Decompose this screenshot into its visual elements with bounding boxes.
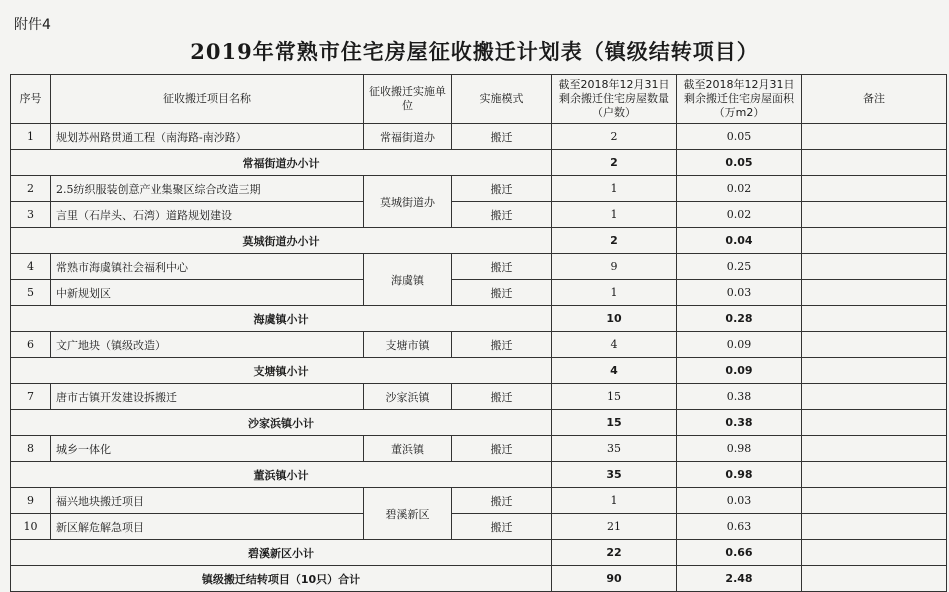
- cell-project-name: 中新规划区: [51, 280, 364, 306]
- cell-unit: 董浜镇: [364, 436, 452, 462]
- cell-households: 2: [552, 228, 677, 254]
- cell-households: 90: [552, 566, 677, 592]
- cell-area: 2.48: [677, 566, 802, 592]
- cell-households: 1: [552, 176, 677, 202]
- cell-area: 0.25: [677, 254, 802, 280]
- cell-project-name: 文广地块（镇级改造）: [51, 332, 364, 358]
- cell-mode: 搬迁: [452, 124, 552, 150]
- cell-households: 15: [552, 410, 677, 436]
- cell-seq: 10: [11, 514, 51, 540]
- cell-project-name: 唐市古镇开发建设拆搬迁: [51, 384, 364, 410]
- cell-remark: [802, 488, 947, 514]
- cell-mode: 搬迁: [452, 254, 552, 280]
- cell-remark: [802, 124, 947, 150]
- header-area: 截至2018年12月31日剩余搬迁住宅房屋面积（万m2）: [677, 75, 802, 124]
- page-title: 2019年常熟市住宅房屋征收搬迁计划表（镇级结转项目）: [190, 39, 759, 64]
- cell-remark: [802, 384, 947, 410]
- cell-households: 2: [552, 124, 677, 150]
- table-row: [11, 514, 947, 540]
- cell-households: 15: [552, 384, 677, 410]
- subtotal-row: [11, 306, 947, 332]
- cell-seq: 4: [11, 254, 51, 280]
- cell-households: 21: [552, 514, 677, 540]
- cell-remark: [802, 254, 947, 280]
- cell-unit: 莫城街道办: [364, 176, 452, 228]
- cell-project-name: 城乡一体化: [51, 436, 364, 462]
- header-remark: 备注: [802, 75, 947, 124]
- cell-households: 1: [552, 488, 677, 514]
- cell-mode: 搬迁: [452, 436, 552, 462]
- table-body: [11, 124, 947, 592]
- cell-project-name: 常熟市海虞镇社会福利中心: [51, 254, 364, 280]
- subtotal-row: [11, 462, 947, 488]
- cell-remark: [802, 332, 947, 358]
- cell-remark: [802, 410, 947, 436]
- cell-mode: 搬迁: [452, 384, 552, 410]
- cell-subtotal-label: 常福街道办小计: [11, 150, 552, 176]
- cell-mode: 搬迁: [452, 280, 552, 306]
- cell-households: 10: [552, 306, 677, 332]
- cell-remark: [802, 150, 947, 176]
- subtotal-row: [11, 358, 947, 384]
- cell-unit: 支塘市镇: [364, 332, 452, 358]
- table-row: [11, 202, 947, 228]
- cell-seq: 3: [11, 202, 51, 228]
- subtotal-row: [11, 540, 947, 566]
- cell-area: 0.09: [677, 358, 802, 384]
- cell-seq: 5: [11, 280, 51, 306]
- cell-area: 0.38: [677, 410, 802, 436]
- cell-unit: 常福街道办: [364, 124, 452, 150]
- cell-unit: 海虞镇: [364, 254, 452, 306]
- cell-area: 0.63: [677, 514, 802, 540]
- cell-households: 9: [552, 254, 677, 280]
- cell-households: 4: [552, 358, 677, 384]
- cell-area: 0.09: [677, 332, 802, 358]
- cell-remark: [802, 566, 947, 592]
- cell-seq: 8: [11, 436, 51, 462]
- cell-subtotal-label: 莫城街道办小计: [11, 228, 552, 254]
- cell-households: 35: [552, 462, 677, 488]
- table-row: [11, 254, 947, 280]
- cell-mode: 搬迁: [452, 514, 552, 540]
- cell-seq: 1: [11, 124, 51, 150]
- cell-remark: [802, 462, 947, 488]
- header-mode: 实施模式: [452, 75, 552, 124]
- cell-area: 0.98: [677, 436, 802, 462]
- cell-subtotal-label: 海虞镇小计: [11, 306, 552, 332]
- cell-remark: [802, 176, 947, 202]
- table-row: [11, 436, 947, 462]
- cell-area: 0.05: [677, 124, 802, 150]
- header-seq: 序号: [11, 75, 51, 124]
- cell-area: 0.03: [677, 280, 802, 306]
- cell-households: 35: [552, 436, 677, 462]
- cell-subtotal-label: 碧溪新区小计: [11, 540, 552, 566]
- cell-area: 0.98: [677, 462, 802, 488]
- cell-remark: [802, 228, 947, 254]
- cell-households: 4: [552, 332, 677, 358]
- cell-project-name: 言里（石岸头、石湾）道路规划建设: [51, 202, 364, 228]
- relocation-plan-table: [10, 74, 947, 592]
- cell-households: 2: [552, 150, 677, 176]
- header-project-name: 征收搬迁项目名称: [51, 75, 364, 124]
- cell-unit: 碧溪新区: [364, 488, 452, 540]
- total-row: [11, 566, 947, 592]
- cell-area: 0.02: [677, 176, 802, 202]
- cell-project-name: 福兴地块搬迁项目: [51, 488, 364, 514]
- table-row: [11, 280, 947, 306]
- subtotal-row: [11, 410, 947, 436]
- cell-area: 0.05: [677, 150, 802, 176]
- subtotal-row: [11, 150, 947, 176]
- cell-mode: 搬迁: [452, 488, 552, 514]
- cell-mode: 搬迁: [452, 202, 552, 228]
- cell-area: 0.02: [677, 202, 802, 228]
- cell-mode: 搬迁: [452, 332, 552, 358]
- cell-remark: [802, 358, 947, 384]
- cell-project-name: 2.5纺织服装创意产业集聚区综合改造三期: [51, 176, 364, 202]
- cell-area: 0.38: [677, 384, 802, 410]
- cell-area: 0.03: [677, 488, 802, 514]
- attachment-label: 附件4: [14, 17, 51, 33]
- cell-seq: 2: [11, 176, 51, 202]
- cell-households: 1: [552, 280, 677, 306]
- cell-seq: 6: [11, 332, 51, 358]
- cell-area: 0.04: [677, 228, 802, 254]
- table-row: [11, 384, 947, 410]
- cell-subtotal-label: 沙家浜镇小计: [11, 410, 552, 436]
- header-row: [11, 75, 947, 124]
- cell-seq: 9: [11, 488, 51, 514]
- cell-unit: 沙家浜镇: [364, 384, 452, 410]
- cell-project-name: 新区解危解急项目: [51, 514, 364, 540]
- cell-mode: 搬迁: [452, 176, 552, 202]
- cell-remark: [802, 514, 947, 540]
- cell-project-name: 规划苏州路贯通工程（南海路-南沙路）: [51, 124, 364, 150]
- cell-remark: [802, 436, 947, 462]
- cell-area: 0.28: [677, 306, 802, 332]
- cell-remark: [802, 202, 947, 228]
- cell-households: 22: [552, 540, 677, 566]
- cell-remark: [802, 540, 947, 566]
- cell-remark: [802, 306, 947, 332]
- cell-subtotal-label: 支塘镇小计: [11, 358, 552, 384]
- cell-area: 0.66: [677, 540, 802, 566]
- table-row: [11, 176, 947, 202]
- table-row: [11, 332, 947, 358]
- cell-seq: 7: [11, 384, 51, 410]
- table-row: [11, 124, 947, 150]
- header-unit: 征收搬迁实施单位: [364, 75, 452, 124]
- cell-remark: [802, 280, 947, 306]
- cell-subtotal-label: 董浜镇小计: [11, 462, 552, 488]
- cell-households: 1: [552, 202, 677, 228]
- subtotal-row: [11, 228, 947, 254]
- table-row: [11, 488, 947, 514]
- header-households: 截至2018年12月31日剩余搬迁住宅房屋数量（户数）: [552, 75, 677, 124]
- cell-subtotal-label: 镇级搬迁结转项目（10只）合计: [11, 566, 552, 592]
